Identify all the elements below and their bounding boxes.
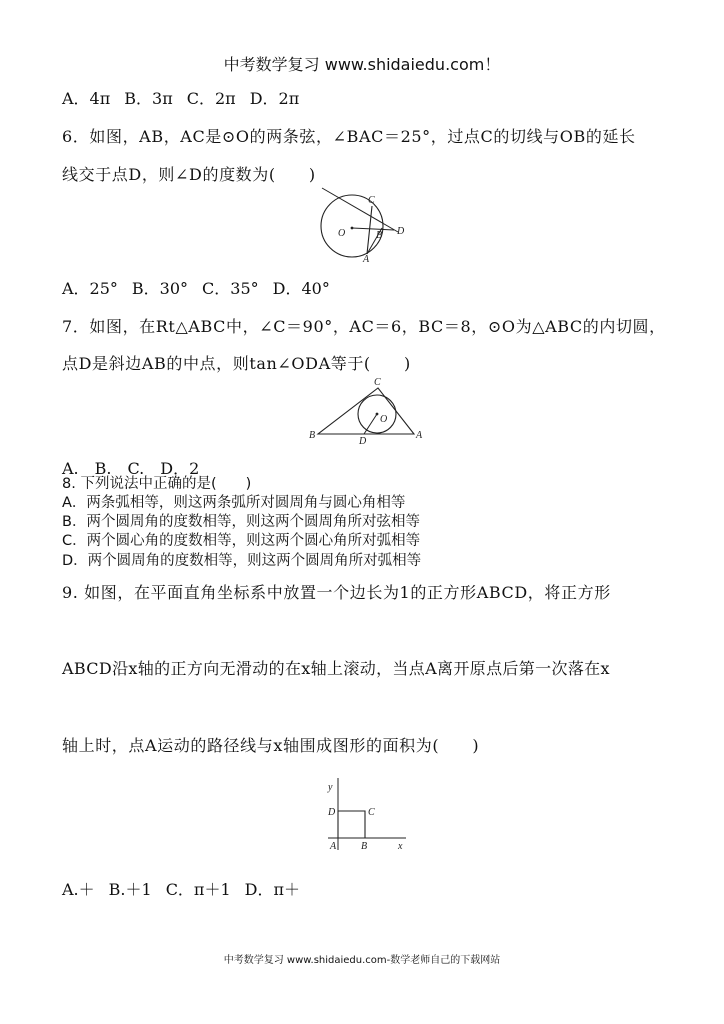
q7-options: A. B. C. D．2 <box>62 459 200 478</box>
q7-triangle <box>318 388 414 434</box>
q7-center-dot <box>376 413 379 416</box>
q6-label-o: O <box>338 228 346 239</box>
q9-option-b: B.＋1 <box>108 880 152 899</box>
q6-label-b: B <box>376 230 383 241</box>
q6-label-c: C <box>368 195 375 206</box>
page-header: 中考数学复习 www.shidaiedu.com！ <box>223 55 501 74</box>
q5-option-b: B．3π <box>124 89 173 108</box>
q5-options <box>62 86 313 109</box>
q9-stem-line2: ABCD沿x轴的正方向无滑动的在x轴上滚动，当点A离开原点后第一次落在x <box>62 659 610 678</box>
q9-stem-line1: 9. 如图，在平面直角坐标系中放置一个边长为1的正方形ABCD，将正方形 <box>62 583 611 602</box>
q9-label-b: B <box>361 841 368 852</box>
q9-label-d: D <box>328 807 336 818</box>
q6-label-a: A <box>363 254 370 265</box>
q9-options <box>62 877 314 900</box>
q9-square-abcd <box>338 811 365 838</box>
q7-stem-line1: 7．如图，在Rt△ABC中，∠C＝90°，AC＝6，BC＝8，⊙O为△ABC的内切圆， <box>62 317 666 336</box>
q7-figure <box>306 376 426 448</box>
q6-options <box>62 276 344 299</box>
q9-option-c: C．π＋1 <box>165 880 231 899</box>
q6-stem-line1: 6．如图，AB，AC是⊙O的两条弦，∠BAC＝25°，过点C的切线与OB的延长 <box>62 127 636 146</box>
q7-label-d: D <box>359 436 367 447</box>
page-footer: 中考数学复习 www.shidaiedu.com-数学老师自己的下载网站 <box>223 955 501 966</box>
q6-stem-line2: 线交于点D，则∠D的度数为( ) <box>62 165 316 184</box>
q7-stem-line2: 点D是斜边AB的中点，则tan∠ODA等于( ) <box>62 354 411 373</box>
q5-option-c: C．2π <box>186 89 236 108</box>
q6-option-c: C．35° <box>202 279 259 298</box>
q6-label-d: D <box>397 226 405 237</box>
q7-label-o: O <box>380 414 388 425</box>
q8-choice-b: B．两个圆周角的度数相等，则这两个圆周角所对弦相等 <box>62 514 420 530</box>
q8-choice-d: D．两个圆周角的度数相等，则这两个圆周角所对弧相等 <box>62 553 422 569</box>
q9-option-d: D．π＋ <box>244 880 300 899</box>
q6-option-b: B．30° <box>131 279 189 298</box>
q9-label-c: C <box>368 807 375 818</box>
q9-label-a: A <box>330 841 337 852</box>
q7-label-b: B <box>309 430 316 441</box>
q6-option-a: A．25° <box>62 279 118 298</box>
q6-center-dot <box>351 227 354 230</box>
q6-line-od <box>352 228 394 230</box>
q9-stem-line3: 轴上时，点A运动的路径线与x轴围成图形的面积为( ) <box>62 736 480 755</box>
q5-option-d: D．2π <box>249 89 300 108</box>
q6-figure <box>300 186 410 266</box>
q6-tangent-line <box>322 188 398 232</box>
q8-choice-a: A．两条弧相等，则这两条弧所对圆周角与圆心角相等 <box>62 495 406 511</box>
q9-option-a: A.＋ <box>62 880 95 899</box>
q9-label-y: y <box>328 782 333 793</box>
q7-label-c: C <box>374 377 381 388</box>
q9-label-x: x <box>398 841 403 852</box>
q7-label-a: A <box>416 430 423 441</box>
q7-segment-od <box>364 414 377 434</box>
q8-stem: 8. 下列说法中正确的是( ) <box>62 476 252 492</box>
q9-figure <box>318 776 410 854</box>
q8-choice-c: C．两个圆心角的度数相等，则这两个圆心角所对弧相等 <box>62 533 421 549</box>
q5-option-a: A．4π <box>62 89 111 108</box>
q6-option-d: D．40° <box>272 279 330 298</box>
